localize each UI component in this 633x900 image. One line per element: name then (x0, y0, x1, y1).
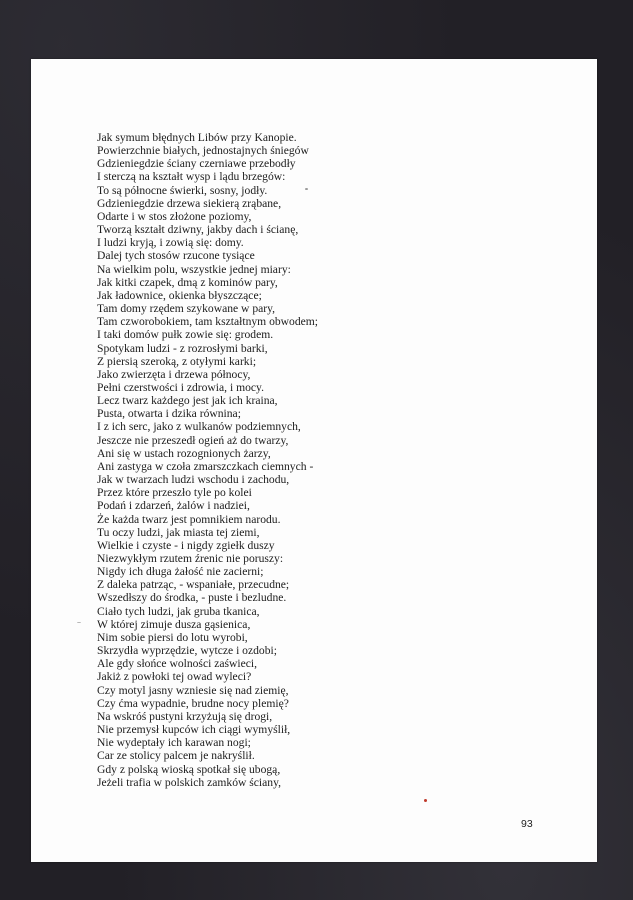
poem-line: Tam czworobokiem, tam kształtnym obwodem; (97, 315, 319, 329)
poem-line: Nie przemysł kupców ich ciągi wymyślił, (97, 723, 291, 737)
poem-line: Że każda twarz jest pomnikiem narodu. (97, 512, 281, 526)
poem-line: Wszedłszy do środka, - puste i bezludne. (97, 591, 287, 605)
poem-line: Pusta, otwarta i dzika równina; (97, 407, 241, 421)
poem-line: Tworzą kształt dziwny, jakby dach i ścianę, (97, 223, 299, 237)
poem-line: Car ze stolicy palcem je nakryślił. (97, 749, 255, 763)
poem-line: Jak kitki czapek, dmą z kominów pary, (97, 275, 278, 289)
poem-line: I sterczą na kształt wysp i lądu brzegów: (97, 170, 286, 184)
poem-line: Niezwykłym rzutem źrenic nie poruszy: (97, 552, 284, 565)
poem-line: Podań i zdarzeń, żalów i nadziei, (97, 499, 250, 513)
dust-speck (77, 622, 81, 623)
poem-line: Jakiż z powłoki tej owad wyleci? (97, 670, 252, 684)
poem-line: Ani się w ustach rozognionych żarzy, (97, 446, 271, 460)
book-page (31, 59, 597, 862)
poem-line: Nie wydeptały ich karawan nogi; (97, 736, 251, 750)
ink-speck (424, 799, 427, 802)
poem-line: Tu oczy ludzi, jak miasta tej ziemi, (97, 525, 260, 539)
poem-line: Jeżeli trafia w polskich zamków ściany, (97, 775, 282, 789)
poem-line: Pełni czerstwości i zdrowia, i mocy. (97, 380, 264, 394)
poem-line: Odarte i w stos złożone poziomy, (97, 209, 252, 223)
poem-line: Ciało tych ludzi, jak gruba tkanica, (97, 604, 260, 618)
poem-line: I ludzi kryją, i zowią się: domy. (97, 236, 244, 250)
poem-line: I z ich serc, jako z wulkanów podziemnych, (97, 420, 301, 434)
poem-line: Jak w twarzach ludzi wschodu i zachodu, (97, 473, 290, 487)
poem-line: Gdzieniegdzie drzewa siekierą zrąbane, (97, 196, 282, 210)
dust-speck (305, 188, 308, 190)
poem-line: Gdzieniegdzie ściany czerniawe przebodły (97, 157, 296, 171)
poem-line: Ale gdy słońce wolności zaświeci, (97, 657, 258, 671)
poem-line: Z daleka patrząc, - wspaniałe, przecudne; (97, 578, 290, 592)
poem-line: Na wskróś pustyni krzyżują się drogi, (97, 709, 273, 723)
poem-line: Na wielkim polu, wszystkie jednej miary: (97, 262, 291, 276)
poem-line: Ani zastyga w czoła zmarszczkach ciemnych - (97, 459, 314, 473)
poem-line: Przez które przeszło tyle po kolei (97, 486, 252, 500)
poem-line: Czy motyl jasny wzniesie się nad ziemię, (97, 683, 289, 697)
poem-line: Nigdy ich długa żałość nie zacierni; (97, 565, 264, 579)
poem-line: W której zimuje dusza gąsienica, (97, 617, 251, 631)
poem-line: Skrzydła wyprzędzie, wytcze i ozdobi; (97, 644, 277, 658)
poem-line: Spotykam ludzi - z rozrosłymi barki, (97, 341, 268, 355)
poem-line: Tam domy rzędem szykowane w pary, (97, 302, 276, 316)
poem-line: Jak ładownice, okienka błyszczące; (97, 288, 262, 302)
poem-line: Jak symum błędnych Libów przy Kanopie. (97, 131, 297, 144)
poem-line: Jako zwierzęta i drzewa północy, (97, 367, 251, 381)
poem-line: Dalej tych stosów rzucone tysiące (97, 249, 255, 263)
poem-line: To są północne świerki, sosny, jodły. (97, 183, 268, 197)
poem-line: Z piersią szeroką, z otyłymi karki; (97, 354, 257, 368)
poem-line: Wielkie i czyste - i nigdy zgiełk duszy (97, 538, 275, 552)
poem-line: Czy ćma wypadnie, brudne nocy plemię? (97, 696, 289, 710)
poem-line: I taki domów pułk zowie się: grodem. (97, 328, 274, 342)
poem-line: Lecz twarz każdego jest jak ich kraina, (97, 394, 278, 408)
poem-line: Powierzchnie białych, jednostajnych śniegów (97, 144, 309, 158)
poem-line: Nim sobie piersi do lotu wyrobi, (97, 630, 248, 644)
poem-line: Gdy z polską wioską spotkał się ubogą, (97, 762, 281, 776)
poem-text (97, 131, 567, 789)
poem-line: Jeszcze nie przeszedł ogień aż do twarzy, (97, 433, 289, 447)
page-number: 93 (521, 818, 533, 830)
